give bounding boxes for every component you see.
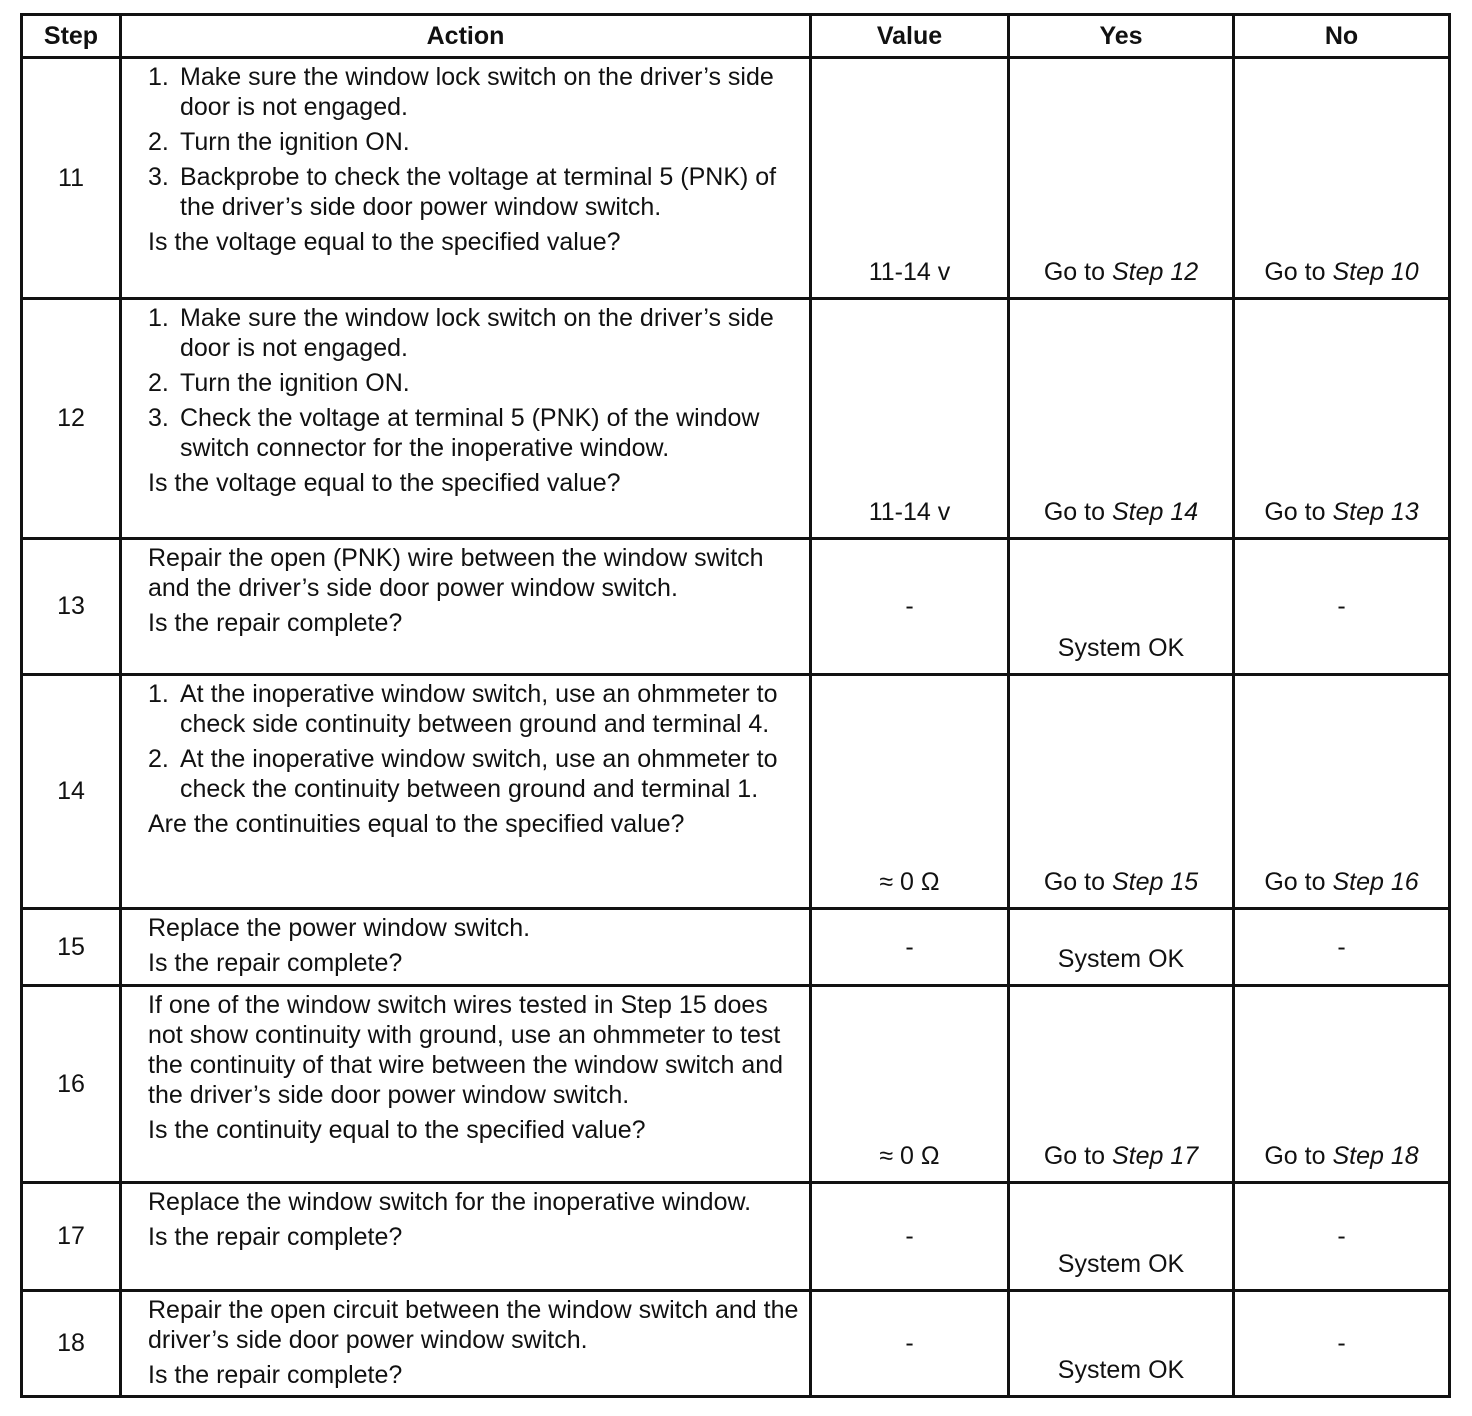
- action-step: [148, 679, 801, 739]
- table-row: [22, 299, 1450, 539]
- action-cell: [121, 675, 811, 909]
- no-cell: -: [1234, 1291, 1450, 1397]
- goto-prefix: Go to: [1264, 868, 1333, 896]
- goto-step-ref: Step 14: [1111, 498, 1199, 526]
- action-step-number: 1.: [148, 304, 169, 332]
- action-cell: [121, 1183, 811, 1291]
- action-step-text: Turn the ignition ON.: [180, 128, 410, 156]
- action-step-number: 1.: [148, 680, 169, 708]
- action-question: Is the repair complete?: [148, 949, 403, 977]
- diagnostic-table: [20, 13, 1451, 1398]
- header-no: No: [1234, 15, 1450, 58]
- header-step: Step: [22, 15, 121, 58]
- action-cell: [121, 539, 811, 675]
- yes-cell: System OK: [1009, 1291, 1234, 1397]
- action-question: Is the repair complete?: [148, 1223, 403, 1251]
- action-question: Is the voltage equal to the specified value?: [148, 469, 621, 497]
- action-step-text: Check the voltage at terminal 5 (PNK) of the window switch connector for the inoperative window.: [180, 404, 760, 462]
- action-step-text: Make sure the window lock switch on the driver’s side door is not engaged.: [180, 304, 774, 362]
- action-step: [148, 744, 801, 804]
- table-row: [22, 675, 1450, 909]
- action-step-text: Make sure the window lock switch on the driver’s side door is not engaged.: [180, 63, 774, 121]
- action-step: [148, 127, 801, 157]
- yes-cell: [1009, 986, 1234, 1183]
- yes-cell: System OK: [1009, 1183, 1234, 1291]
- action-question: Is the continuity equal to the specified value?: [148, 1116, 646, 1144]
- goto-step-ref: Step 12: [1111, 258, 1199, 286]
- goto-step-ref: Step 17: [1111, 1142, 1199, 1170]
- action-step-number: 3.: [148, 163, 169, 191]
- table-row: [22, 1183, 1450, 1291]
- action-cell: [121, 58, 811, 299]
- no-cell: -: [1234, 909, 1450, 986]
- action-text: If one of the window switch wires tested in Step 15 does not show continuity with ground, use an ohmmeter to test the continuity of that wire between the window switch and the driver’s side door power window switch.: [148, 991, 784, 1109]
- value-cell: -: [811, 539, 1009, 675]
- goto-step-ref: Step 18: [1332, 1142, 1419, 1170]
- goto-prefix: Go to: [1043, 868, 1112, 896]
- yes-cell: System OK: [1009, 909, 1234, 986]
- action-cell: [121, 909, 811, 986]
- value-cell: ≈ 0 Ω: [811, 986, 1009, 1183]
- action-step-text: Backprobe to check the voltage at terminal 5 (PNK) of the driver’s side door power window switch.: [180, 163, 777, 221]
- action-step-text: At the inoperative window switch, use an ohmmeter to check the continuity between ground and terminal 1.: [180, 745, 778, 803]
- action-step: [148, 62, 801, 122]
- action-steps-list: [148, 62, 801, 222]
- action-question: Are the continuities equal to the specified value?: [148, 810, 685, 838]
- value-cell: 11-14 v: [811, 299, 1009, 539]
- yes-cell: [1009, 299, 1234, 539]
- goto-prefix: Go to: [1043, 258, 1112, 286]
- goto-prefix: Go to: [1043, 1142, 1112, 1170]
- table-row: [22, 539, 1450, 675]
- table-row: [22, 1291, 1450, 1397]
- value-cell: -: [811, 1183, 1009, 1291]
- table-row: [22, 58, 1450, 299]
- no-cell: [1234, 299, 1450, 539]
- goto-prefix: Go to: [1264, 258, 1333, 286]
- action-steps-list: [148, 303, 801, 463]
- no-cell: [1234, 58, 1450, 299]
- goto-prefix: Go to: [1264, 498, 1333, 526]
- action-step: [148, 403, 801, 463]
- no-cell: [1234, 675, 1450, 909]
- header-row: [22, 15, 1450, 58]
- goto-step-ref: Step 10: [1332, 258, 1419, 286]
- step-number: 12: [22, 299, 121, 539]
- action-step-number: 1.: [148, 63, 169, 91]
- action-text: Repair the open circuit between the window switch and the driver’s side door power window switch.: [148, 1296, 799, 1354]
- action-step-number: 2.: [148, 745, 169, 773]
- action-text: Repair the open (PNK) wire between the window switch and the driver’s side door power window switch.: [148, 544, 764, 602]
- action-text: Replace the window switch for the inoperative window.: [148, 1188, 752, 1216]
- step-number: 11: [22, 58, 121, 299]
- goto-prefix: Go to: [1264, 1142, 1333, 1170]
- action-step-number: 2.: [148, 128, 169, 156]
- action-step: [148, 303, 801, 363]
- action-step: [148, 162, 801, 222]
- action-question: Is the repair complete?: [148, 609, 403, 637]
- action-cell: [121, 1291, 811, 1397]
- no-cell: [1234, 986, 1450, 1183]
- no-cell: -: [1234, 1183, 1450, 1291]
- header-yes: Yes: [1009, 15, 1234, 58]
- step-number: 17: [22, 1183, 121, 1291]
- action-step-number: 3.: [148, 404, 169, 432]
- value-cell: ≈ 0 Ω: [811, 675, 1009, 909]
- action-text: Replace the power window switch.: [148, 914, 531, 942]
- action-step-text: At the inoperative window switch, use an ohmmeter to check side continuity between ground and terminal 4.: [180, 680, 778, 738]
- action-step-number: 2.: [148, 369, 169, 397]
- action-step-text: Turn the ignition ON.: [180, 369, 410, 397]
- yes-cell: [1009, 58, 1234, 299]
- goto-step-ref: Step 15: [1111, 868, 1199, 896]
- table-row: [22, 986, 1450, 1183]
- action-question: Is the repair complete?: [148, 1361, 403, 1389]
- table-row: [22, 909, 1450, 986]
- yes-cell: System OK: [1009, 539, 1234, 675]
- action-cell: [121, 986, 811, 1183]
- step-number: 18: [22, 1291, 121, 1397]
- yes-cell: [1009, 675, 1234, 909]
- action-step: [148, 368, 801, 398]
- action-cell: [121, 299, 811, 539]
- action-steps-list: [148, 679, 801, 804]
- value-cell: -: [811, 1291, 1009, 1397]
- goto-step-ref: Step 16: [1332, 868, 1419, 896]
- header-action: Action: [121, 15, 811, 58]
- table-body: [22, 58, 1450, 1397]
- step-number: 13: [22, 539, 121, 675]
- goto-prefix: Go to: [1043, 498, 1112, 526]
- goto-step-ref: Step 13: [1332, 498, 1419, 526]
- step-number: 15: [22, 909, 121, 986]
- no-cell: -: [1234, 539, 1450, 675]
- header-value: Value: [811, 15, 1009, 58]
- value-cell: 11-14 v: [811, 58, 1009, 299]
- action-question: Is the voltage equal to the specified value?: [148, 228, 621, 256]
- step-number: 14: [22, 675, 121, 909]
- value-cell: -: [811, 909, 1009, 986]
- step-number: 16: [22, 986, 121, 1183]
